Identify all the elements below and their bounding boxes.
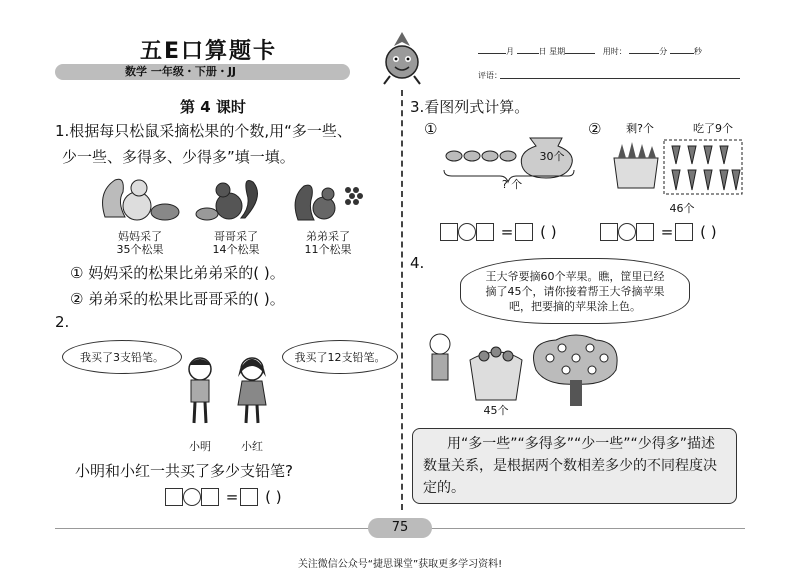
q2-equation [165,487,284,506]
answer-box[interactable] [515,223,533,241]
day-label: 日 [538,47,547,56]
squirrel-mom-label: 妈妈采了 [118,230,162,243]
answer-box[interactable] [600,223,618,241]
equals-sign: = [500,222,514,241]
minute-label: 分 [659,47,668,56]
basket-label: 45个 [483,404,509,417]
equals-sign: = [660,222,674,241]
q3-part2-figure [610,138,745,198]
squirrel-brother-label: 哥哥采了 [214,230,258,243]
page-number: 75 [368,518,432,538]
squirrel-mom-caption [100,230,180,256]
squirrel-younger-count: 11个松果 [304,243,352,256]
unit-paren[interactable]: ( ) [265,487,282,506]
date-fields [478,46,702,57]
squirrel-younger-icon [290,180,368,224]
month-label: 月 [506,47,514,56]
squirrel-brother-icon [195,176,275,224]
operator-circle[interactable] [183,488,201,506]
eaten-label: 吃了9个 [693,122,733,135]
q2-bubble-boy: 我买了3支铅笔。 [62,340,182,374]
boy-xiaoming-icon [180,355,220,430]
answer-box[interactable] [201,488,219,506]
girl-xiaohong-icon [232,355,272,430]
tip-text: 用“多一些”“多得多”“少一些”“少得多”描述数量关系，是根据两个数相差多少的不同程度决定的。 [423,436,717,496]
bag-label: 30个 [539,150,565,163]
second-label: 秒 [693,47,702,56]
q3-equation-1 [440,222,559,241]
q4-figure [426,330,626,408]
operator-circle[interactable] [458,223,476,241]
q3-title: 3.看图列式计算。 [410,98,530,116]
squirrel-younger-caption [288,230,368,256]
squirrel-mom-icon [95,172,185,224]
answer-box[interactable] [440,223,458,241]
picked-label: 剩?个 [626,122,654,135]
q4-number: 4. [410,254,425,272]
radish-mascot-icon [372,28,432,88]
q3-part1-marker: ① [424,120,438,138]
unit-paren[interactable]: ( ) [540,222,557,241]
q2-bubble-girl: 我买了12支铅笔。 [282,340,398,374]
column-divider [401,90,403,510]
operator-circle[interactable] [618,223,636,241]
total-label: 46个 [669,202,695,215]
q1-blank-1[interactable]: ① 妈妈采的松果比弟弟采的( )。 [70,264,285,282]
subject-bar: 数学 一年级・下册・JJ [55,64,350,80]
q4-bubble: 王大爷要摘60个苹果。瞧，筐里已经摘了45个，请你接着帮王大爷摘苹果吧，把要摘的苹果涂上色。 [460,258,690,324]
q1-line2: 少一些、多得多、少得多”填一填。 [62,148,295,166]
eval-line[interactable] [500,78,740,79]
answer-box[interactable] [636,223,654,241]
answer-box[interactable] [675,223,693,241]
eval-label: 评语： [478,71,502,80]
time-used-label: 用时： [602,47,627,56]
brand-title: 五E口算题卡 [140,39,278,64]
squirrel-brother-count: 14个松果 [212,243,260,256]
q1-blank-2[interactable]: ② 弟弟采的松果比哥哥采的( )。 [70,290,285,308]
lesson-title: 第 4 课时 [180,98,246,116]
footer-note: 关注微信公众号“捷思课堂”获取更多学习资料! [297,559,503,570]
answer-box[interactable] [476,223,494,241]
unit-paren[interactable]: ( ) [700,222,717,241]
q3-equation-2 [600,222,719,241]
answer-box[interactable] [240,488,258,506]
squirrel-mom-count: 35个松果 [116,243,164,256]
equals-sign: = [225,487,239,506]
q3-part2-marker: ② [588,120,602,138]
girl-name: 小红 [241,440,263,453]
boy-name: 小明 [189,440,211,453]
brace-label: ? 个 [501,178,523,191]
q1-line1: 1.根据每只松鼠采摘松果的个数,用“多一些、 [55,122,352,140]
tip-box [412,428,737,504]
q2-number: 2. [55,313,70,331]
squirrel-brother-caption [196,230,276,256]
squirrel-younger-label: 弟弟采了 [306,230,350,243]
answer-box[interactable] [165,488,183,506]
weekday-label: 星期 [549,47,566,56]
q2-question: 小明和小红一共买了多少支铅笔? [75,462,293,480]
